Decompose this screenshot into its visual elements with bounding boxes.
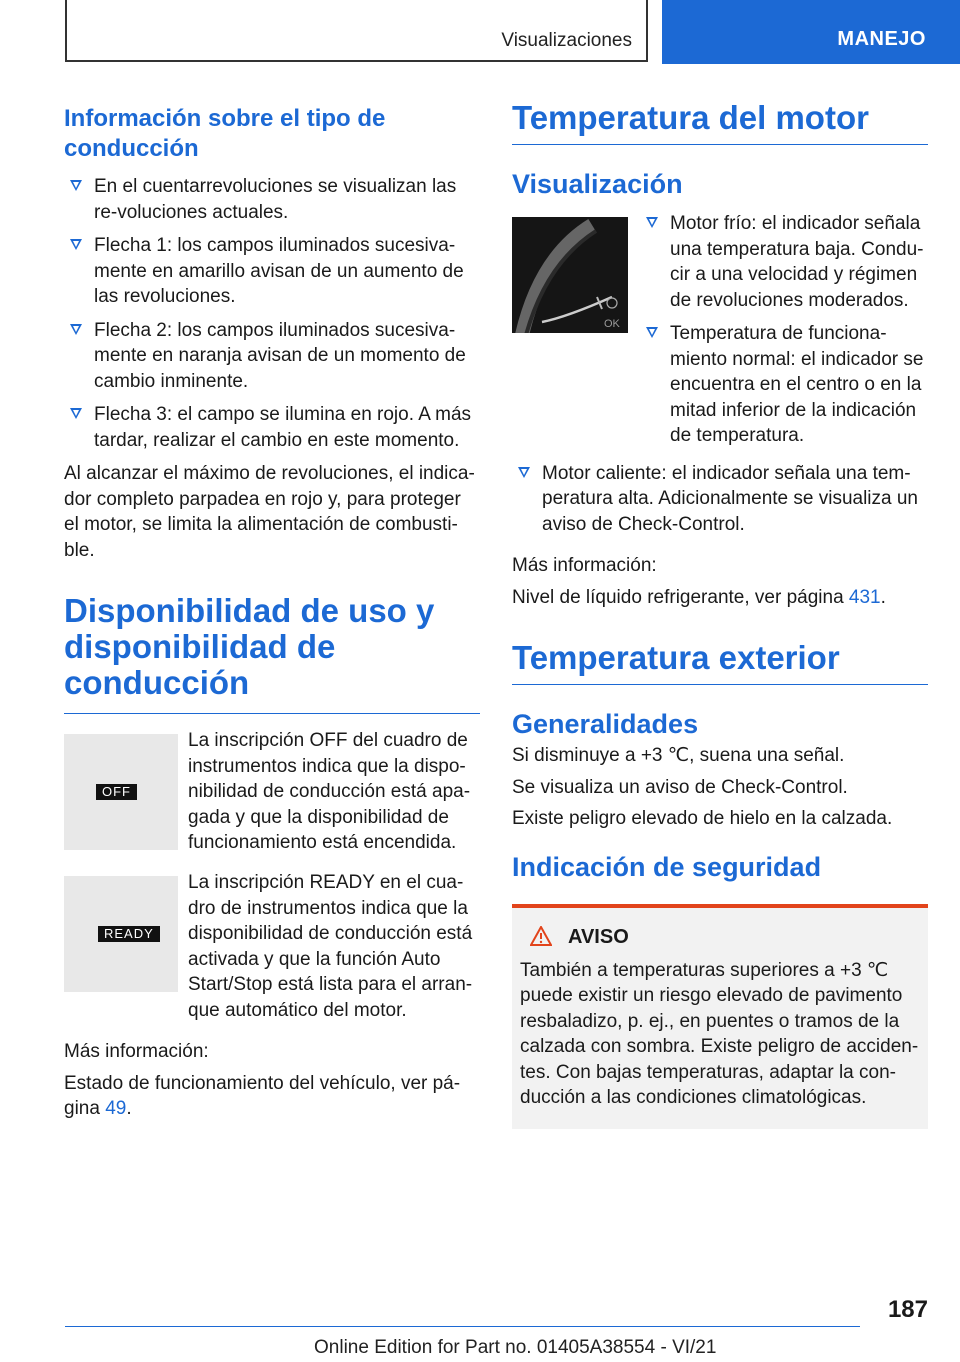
list-item (64, 402, 480, 453)
ready-badge: READY (98, 926, 160, 942)
header-section-box (65, 0, 648, 62)
paragraph-ready: La inscripción READY en el cua-dro de instrumentos indica que la disponibilidad de conducción está activada y que la función Auto Start/Stop está lista para el arran-que automático del motor. (188, 872, 473, 1021)
gauge-block (512, 211, 928, 449)
warning-triangle-icon (530, 926, 552, 946)
gauge-bullets (640, 211, 928, 449)
paragraph-general-2: Se visualiza un aviso de Check-Control. (512, 776, 848, 798)
bullet-triangle-icon (70, 324, 82, 335)
heading-availability: Disponibilidad de uso y disponibilidad de conducción (64, 592, 435, 701)
bullet-triangle-icon (70, 239, 82, 250)
paragraph-max-rev: Al alcanzar el máximo de revoluciones, el indica-dor completo parpadea en rojo y, para proteger el motor, se limita la alimentación de combusti-ble. (64, 463, 475, 561)
warning-title: AVISO (568, 925, 629, 948)
heading-general: Generalidades (512, 709, 699, 739)
svg-text:OK: OK (604, 318, 620, 330)
heading-display: Visualización (512, 169, 683, 199)
bullet-triangle-icon (518, 467, 530, 478)
warning-header (520, 924, 920, 950)
heading-rule (64, 713, 480, 714)
temperature-gauge-image (512, 217, 628, 333)
heading-safety: Indicación de seguridad (512, 851, 822, 882)
coolant-ref-period: . (880, 586, 886, 608)
ready-indicator-image (64, 876, 178, 992)
header-section-title: Visualizaciones (501, 30, 632, 51)
paragraph-coolant-ref (512, 585, 928, 611)
list-item-text: Flecha 1: los campos iluminados sucesiva-mente en amarillo avisan de un aumento de las revoluciones. (94, 235, 464, 307)
ready-block (64, 870, 480, 1023)
more-info-label: Más información: (64, 1041, 209, 1062)
bullet-triangle-icon (646, 217, 658, 228)
heading-rule (512, 684, 928, 685)
paragraph-state-ref (64, 1071, 480, 1122)
bullet-triangle-icon (70, 408, 82, 419)
more-info-label: Más información: (512, 555, 657, 576)
footer-rule (65, 1326, 860, 1327)
bullet-triangle-icon (70, 180, 82, 191)
page-number: 187 (887, 1296, 928, 1323)
list-item (512, 461, 928, 538)
list-item (640, 321, 928, 449)
page-link-49[interactable]: 49 (105, 1098, 127, 1119)
list-item-text: Temperatura de funciona-miento normal: el indicador se encuentra en el centro o en la mitad inferior de la indicación de temperatura. (670, 323, 924, 446)
list-item-text: En el cuentarrevoluciones se visualizan las re-voluciones actuales. (94, 176, 457, 223)
drive-bullet-list (64, 174, 480, 453)
header-chapter-tab (662, 0, 960, 64)
state-ref-period: . (126, 1098, 132, 1119)
warning-box (512, 904, 928, 1129)
gauge-icon (512, 217, 628, 333)
paragraph-off: La inscripción OFF del cuadro de instrumentos indica que la dispo-nibilidad de conducción está apa-gada y que la disponibilidad de funcionamiento está encendida. (188, 730, 471, 853)
coolant-ref-text: Nivel de líquido refrigerante, ver página (512, 586, 849, 608)
list-item (64, 318, 480, 395)
off-block (64, 728, 480, 856)
page-link-431[interactable]: 431 (848, 586, 881, 608)
state-ref-text: Estado de funcionamiento del vehículo, ver pá-gina (64, 1072, 461, 1119)
list-item-text: Flecha 3: el campo se ilumina en rojo. A más tardar, realizar el cambio en este momento. (94, 404, 472, 451)
left-column (64, 100, 480, 1122)
list-item-text: Motor caliente: el indicador señala una tem-peratura alta. Adicionalmente se visualiza un aviso de Check-Control. (542, 462, 919, 535)
off-badge: OFF (96, 784, 137, 800)
heading-engine-temp: Temperatura del motor (512, 99, 869, 136)
list-item (64, 174, 480, 225)
paragraph-general-1: Si disminuye a +3 ℃, suena una señal. (512, 745, 845, 766)
header-chapter-label: MANEJO (837, 28, 926, 50)
warning-text: También a temperaturas superiores a +3 ℃ puede existir un riesgo elevado de pavimento resbaladizo, p. ej., en puentes o tramos de la calzada con sombra. Existe peligro de acciden-tes. Con bajas temperaturas, adaptar la con-ducción a las condiciones climatológicas. (520, 959, 919, 1108)
paragraph-general-3: Existe peligro elevado de hielo en la calzada. (512, 808, 893, 829)
heading-ext-temp: Temperatura exterior (512, 639, 840, 676)
edition-label: Online Edition for Part no. 01405A38554 - VI/21 (314, 1337, 717, 1358)
list-item-text: Motor frío: el indicador señala una temperatura baja. Condu-cir a una velocidad y régimen de revoluciones moderados. (670, 213, 924, 311)
right-column (512, 100, 928, 1129)
list-item-text: Flecha 2: los campos iluminados sucesiva-mente en naranja avisan de un momento de cambio inminente. (94, 319, 466, 392)
list-item (640, 211, 928, 313)
heading-drive-mode: Información sobre el tipo de conducción (64, 105, 386, 162)
list-item (64, 233, 480, 310)
off-indicator-image (64, 734, 178, 850)
bullet-triangle-icon (646, 327, 658, 338)
heading-rule (512, 144, 928, 145)
